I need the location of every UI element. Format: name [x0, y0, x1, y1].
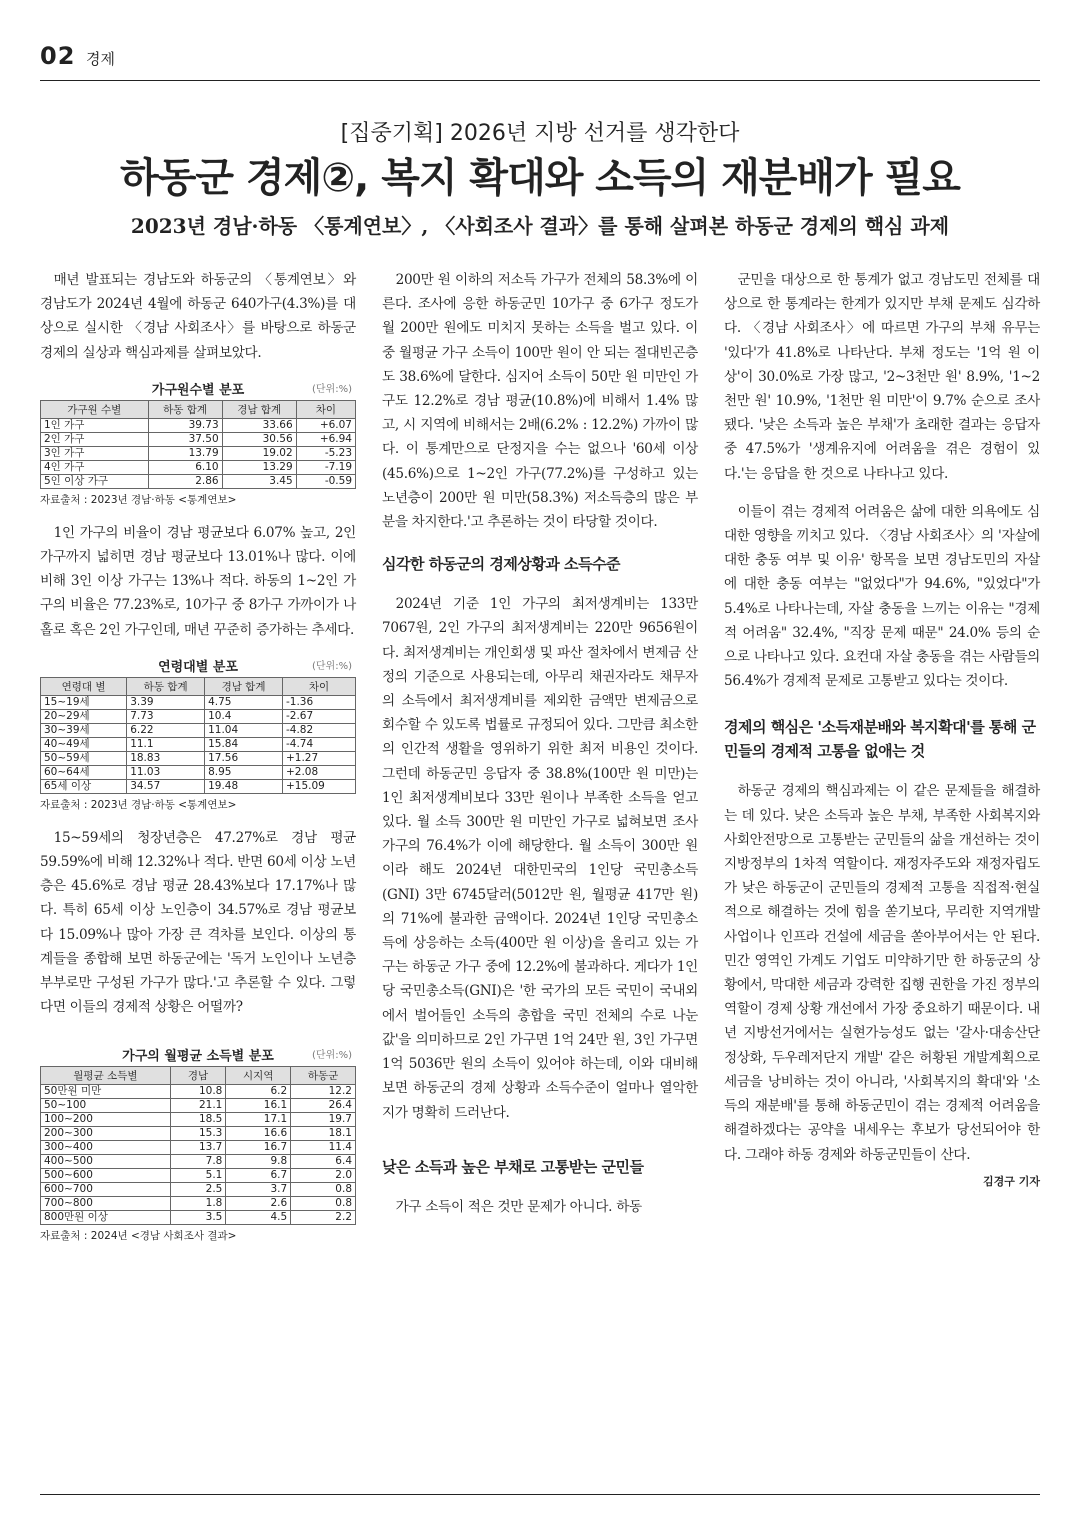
table-row [41, 1127, 356, 1141]
table-row [41, 709, 356, 723]
column-header: 가구원 수별 [41, 400, 149, 418]
table-cell: 4.5 [226, 1211, 291, 1225]
table-cell: 50~59세 [41, 751, 127, 765]
table-row [41, 1099, 356, 1113]
table-unit: (단위:%) [312, 660, 352, 672]
table-cell: 17.1 [226, 1113, 291, 1127]
table-cell: 800만원 이상 [41, 1211, 171, 1225]
age-table [40, 656, 356, 812]
table-cell: 3.7 [226, 1183, 291, 1197]
table-cell: 11.1 [127, 737, 205, 751]
subheading: 심각한 하동군의 경제상황과 소득수준 [382, 555, 621, 574]
table-row [41, 446, 356, 460]
table-cell: 50만원 미만 [41, 1085, 171, 1099]
table-cell: 2.86 [148, 474, 222, 488]
table-cell: -2.67 [282, 709, 355, 723]
table-cell: 20~29세 [41, 709, 127, 723]
household-table [40, 379, 356, 507]
table-cell: 34.57 [127, 779, 205, 793]
table-cell: 5인 이상 가구 [41, 474, 149, 488]
table-cell: 6.10 [148, 460, 222, 474]
table-cell: 30~39세 [41, 723, 127, 737]
article-paragraph: 가구 소득이 적은 것만 문제가 아니다. 하동 [395, 1198, 642, 1215]
article-paragraph: 매년 발표되는 경남도와 하동군의 〈통계연보〉와 경남도가 2024년 4월에 하동군 640가구(4.3%)를 대상으로 실시한 〈경남 사회조사〉를 바탕으로 하동군 경제의 실상과 핵심과제를 살펴보았다. [40, 272, 356, 361]
article-paragraph: 2024년 기준 1인 가구의 최저생계비는 133만 7067원, 2인 가구의 최저생계비는 220만 9656원이다. 최저생계비는 개인회생 및 파산 절차에서 변제금 산정의 기준으로 사용되는데, 아무리 채권자라도 채무자의 소득에서 최저생계비를 제외한 금액만 변제금으로 회수할 수 있도록 법률로 규정되어 있다. 그만큼 최소한의 인간적 생활을 영위하기 위한 최저 비용인 것이다. 그런데 하동군민 응답자 중 38.8%(100만 원 미만)는 1인 최저생계비보다 33만 원이나 부족한 소득을 얻고 있다. 월 소득 300만 원 미만인 가구로 넓혀보면 조사가구의 76.4%가 이에 해당한다. 월 소득이 300만 원이라 해도 2024년 대한민국의 1인당 국민총소득(GNI) 3만 6745달러(5012만 원, 월평균 417만 원)의 71%에 불과한 금액이다. 2024년 1인당 국민총소득에 상응하는 소득(400만 원 이상)을 올리고 있는 가구는 하동군 가구 중에 12.2%에 불과하다. 게다가 1인당 국민총소득(GNI)은 '한 국가의 모든 국민이 국내외에서 벌어들인 소득의 총합을 국민 전체의 수로 나눈 값'을 의미하므로 2인 가구면 1억 24만 원, 3인 가구면 1억 5036만 원의 소득이 있어야 하는데, 이와 대비해 보면 하동군의 경제 상황과 소득수준이 얼마나 열악한지가 명확히 드러난다. [382, 596, 698, 1121]
table-unit: (단위:%) [312, 383, 352, 395]
table-cell: 0.8 [291, 1183, 356, 1197]
table-cell: +6.07 [296, 418, 355, 432]
table-cell: 300~400 [41, 1141, 171, 1155]
table-cell: 100~200 [41, 1113, 171, 1127]
table-cell: 10.8 [170, 1085, 226, 1099]
table-cell: 19.7 [291, 1113, 356, 1127]
table-cell: 16.1 [226, 1099, 291, 1113]
column-3 [724, 268, 1040, 1189]
table-cell: -7.19 [296, 460, 355, 474]
table-title: 가구의 월평균 소득별 분포 (단위:%) [40, 1045, 356, 1064]
bottom-rule [40, 1494, 1040, 1495]
table-cell: 12.2 [291, 1085, 356, 1099]
table-cell: 17.56 [205, 751, 283, 765]
table-unit: (단위:%) [312, 1050, 352, 1062]
table-row [41, 751, 356, 765]
table-cell: 3.5 [170, 1211, 226, 1225]
column-2 [382, 268, 698, 1219]
table-cell: 5.1 [170, 1169, 226, 1183]
article-paragraph: 이들이 겪는 경제적 어려움은 삶에 대한 의욕에도 심대한 영향을 끼치고 있다. 〈경남 사회조사〉의 '자살에 대한 충동 여부 및 이유' 항목을 보면 경남도민의 자살에 대한 충동 여부는 "없었다"가 94.6%, "있었다"가 5.4%로 나타나는데, 자살 충동을 느끼는 이유는 "경제적 어려움" 32.4%, "직장 문제 때문" 24.0% 등의 순으로 나타나고 있다. 요컨대 자살 충동을 겪는 사람들의 56.4%가 경제적 문제로 고통받고 있다는 것이다. [724, 503, 1040, 690]
table-cell: 18.83 [127, 751, 205, 765]
table-cell: 13.79 [148, 446, 222, 460]
table-row [41, 1183, 356, 1197]
table-cell: 19.48 [205, 779, 283, 793]
table-row [41, 1169, 356, 1183]
column-header: 하동 합계 [148, 400, 222, 418]
column-header: 경남 [170, 1067, 226, 1085]
table-cell: 700~800 [41, 1197, 171, 1211]
table-row [41, 737, 356, 751]
table-cell: 16.7 [226, 1141, 291, 1155]
table-cell: 65세 이상 [41, 779, 127, 793]
column-header: 차이 [296, 400, 355, 418]
byline: 김경구 기자 [983, 1174, 1040, 1188]
table-row [41, 723, 356, 737]
article-paragraph: 1인 가구의 비율이 경남 평균보다 6.07% 높고, 2인 가구까지 넓히면 경남 평균보다 13.01%나 많다. 이에 비해 3인 이상 가구는 13%나 적다. 하동의 1~2인 가구의 비율은 77.23%로, 10가구 중 8가구 가까이가 나홀로 혹은 2인 가구인데, 매년 꾸준히 증가하는 추세다. [40, 524, 356, 638]
income-table [40, 1045, 356, 1243]
column-header: 하동 합계 [127, 677, 205, 695]
table-cell: 50~100 [41, 1099, 171, 1113]
table-cell: +2.08 [282, 765, 355, 779]
table-cell: 11.03 [127, 765, 205, 779]
table-row [41, 1211, 356, 1225]
table-title: 연령대별 분포 (단위:%) [40, 656, 356, 675]
table-cell: -4.74 [282, 737, 355, 751]
series-kicker: [집중기획] 2026년 지방 선거를 생각한다 [340, 121, 740, 146]
table-cell: -4.82 [282, 723, 355, 737]
table-cell: 11.4 [291, 1141, 356, 1155]
section-label: 경제 [86, 50, 115, 68]
table-cell: 8.95 [205, 765, 283, 779]
table-cell: 500~600 [41, 1169, 171, 1183]
table-cell: 2.2 [291, 1211, 356, 1225]
subheadline: 2023년 경남·하동 〈통계연보〉, 〈사회조사 결과〉를 통해 살펴본 하동군 경제의 핵심 과제 [130, 214, 950, 238]
table-source: 자료출처 : 2024년 <경남 사회조사 결과> [40, 1230, 237, 1243]
table-row [41, 779, 356, 793]
table-cell: 200~300 [41, 1127, 171, 1141]
table-cell: 0.8 [291, 1197, 356, 1211]
table-cell: 18.5 [170, 1113, 226, 1127]
table-cell: 7.8 [170, 1155, 226, 1169]
table-cell: 15.3 [170, 1127, 226, 1141]
table-title: 가구원수별 분포 (단위:%) [40, 379, 356, 398]
article-paragraph: 하동군 경제의 핵심과제는 이 같은 문제들을 해결하는 데 있다. 낮은 소득과 높은 부채, 부족한 사회복지와 사회안전망으로 고통받는 군민들의 삶을 개선하는 것이 지방정부의 1차적 역할이다. 재정자주도와 재정자립도가 낮은 하동군이 군민들의 경제적 고통을 직접적·현실적으로 해결하는 것에 힘을 쏟기보다, 무리한 지역개발사업이나 인프라 건설에 세금을 쏟아부어서는 안 된다. 민간 영역인 가계도 기업도 미약하기만 한 하동군의 상황에서, 막대한 세금과 강력한 집행 권한을 가진 정부의 역할이 경제 상황 개선에서 가장 중요하기 때문이다. 내년 지방선거에서는 실현가능성도 없는 '갈사·대송산단 정상화, 두우레저단지 개발' 같은 허황된 개발계획으로 세금을 낭비하는 것이 아니라, '사회복지의 확대'와 '소득의 재분배'를 통해 하동군민이 겪는 경제적 어려움을 해결하겠다는 공약을 내세우는 후보가 당선되어야 한다. 그래야 하동 경제와 하동군민들이 산다. [724, 783, 1040, 1163]
table-cell: 2.0 [291, 1169, 356, 1183]
table-cell: 4.75 [205, 695, 283, 709]
table-cell: 16.6 [226, 1127, 291, 1141]
table-row [41, 1155, 356, 1169]
table-cell: 6.22 [127, 723, 205, 737]
column-header: 경남 합계 [222, 400, 296, 418]
column-header: 차이 [282, 677, 355, 695]
table-cell: 2인 가구 [41, 432, 149, 446]
table-cell: 6.7 [226, 1169, 291, 1183]
table-cell: 26.4 [291, 1099, 356, 1113]
table-cell: 2.5 [170, 1183, 226, 1197]
subheading: 낮은 소득과 높은 부채로 고통받는 군민들 [382, 1157, 644, 1176]
table-row [41, 1197, 356, 1211]
table-row [41, 418, 356, 432]
table-row [41, 1141, 356, 1155]
table-cell: 33.66 [222, 418, 296, 432]
table-cell: 7.73 [127, 709, 205, 723]
table-cell: +6.94 [296, 432, 355, 446]
table-row [41, 474, 356, 488]
table-row [41, 460, 356, 474]
table-row [41, 1085, 356, 1099]
column-1 [40, 268, 356, 1253]
table-cell: 13.29 [222, 460, 296, 474]
table-cell: 18.1 [291, 1127, 356, 1141]
table-cell: 6.2 [226, 1085, 291, 1099]
table-cell: 1.8 [170, 1197, 226, 1211]
column-header: 시지역 [226, 1067, 291, 1085]
table-cell: 15~19세 [41, 695, 127, 709]
table-cell: 600~700 [41, 1183, 171, 1197]
headline: 하동군 경제②, 복지 확대와 소득의 재분배가 필요 [120, 155, 960, 201]
table-cell: 1인 가구 [41, 418, 149, 432]
table-row [41, 695, 356, 709]
table-cell: -5.23 [296, 446, 355, 460]
table-cell: 3인 가구 [41, 446, 149, 460]
table-cell: 19.02 [222, 446, 296, 460]
column-header: 연령대 별 [41, 677, 127, 695]
table-cell: 39.73 [148, 418, 222, 432]
table-cell: -1.36 [282, 695, 355, 709]
table-row [41, 1113, 356, 1127]
table-cell: 3.45 [222, 474, 296, 488]
table-cell: +1.27 [282, 751, 355, 765]
article-paragraph: 200만 원 이하의 저소득 가구가 전체의 58.3%에 이른다. 조사에 응한 하동군민 10가구 중 6가구 정도가 월 200만 원에도 미치지 못하는 소득을 벌고 있다. 이 중 월평균 가구 소득이 100만 원이 안 되는 절대빈곤층도 38.6%에 달한다. 심지어 소득이 50만 원 미만인 가구도 12.2%로 경남 평균(10.8%)에 비해서 1.4% 많고, 시 지역에 비해서는 2배(6.2% : 12.2%) 가까이 많다. 이 통계만으로 단정지을 수는 없으나 '60세 이상(45.6%)으로 1~2인 가구(77.2%)를 구성하고 있는 노년층이 200만 원 미만(58.3%) 저소득층의 많은 부분을 차지한다.'고 추론하는 것이 타당할 것이다. [382, 272, 698, 531]
table-cell: 11.04 [205, 723, 283, 737]
article-paragraph: 15~59세의 청장년층은 47.27%로 경남 평균 59.59%에 비해 12.32%나 적다. 반면 60세 이상 노년층은 45.6%로 경남 평균 28.43%보다 17.17%나 많다. 특히 65세 이상 노인층이 34.57%로 경남 평균보다 15.09%나 많아 가장 큰 격차를 보인다. 이상의 통계들을 종합해 보면 하동군에는 '독거 노인이나 노년층 부부로만 구성된 가구가 많다.'고 추론할 수 있다. 그렇다면 이들의 경제적 상황은 어떨까? [40, 829, 356, 1016]
subheading: 경제의 핵심은 '소득재분배와 복지확대'를 통해 군민들의 경제적 고통을 없애는 것 [724, 718, 1036, 761]
page-header [40, 40, 1040, 81]
table-cell: 40~49세 [41, 737, 127, 751]
table-cell: 21.1 [170, 1099, 226, 1113]
column-header: 월평균 소득별 [41, 1067, 171, 1085]
table-cell: -0.59 [296, 474, 355, 488]
table-cell: 400~500 [41, 1155, 171, 1169]
table-row [41, 432, 356, 446]
table-cell: 6.4 [291, 1155, 356, 1169]
page-number: 02 [40, 42, 76, 70]
table-source: 자료출처 : 2023년 경남·하동 <통계연보> [40, 493, 237, 506]
table-cell: 9.8 [226, 1155, 291, 1169]
table-cell: 13.7 [170, 1141, 226, 1155]
table-cell: 37.50 [148, 432, 222, 446]
table-cell: 4인 가구 [41, 460, 149, 474]
table-cell: +15.09 [282, 779, 355, 793]
table-cell: 3.39 [127, 695, 205, 709]
table-source: 자료출처 : 2023년 경남·하동 <통계연보> [40, 798, 237, 811]
table-cell: 2.6 [226, 1197, 291, 1211]
table-cell: 30.56 [222, 432, 296, 446]
table-cell: 60~64세 [41, 765, 127, 779]
table-cell: 15.84 [205, 737, 283, 751]
column-header: 경남 합계 [205, 677, 283, 695]
table-row [41, 765, 356, 779]
article-paragraph: 군민을 대상으로 한 통계가 없고 경남도민 전체를 대상으로 한 통계라는 한계가 있지만 부채 문제도 심각하다. 〈경남 사회조사〉에 따르면 가구의 부채 유무는 '있다'가 41.8%로 나타난다. 부채 정도는 '1억 원 이상'이 30.0%로 가장 많고, '2~3천만 원' 8.9%, '1~2천만 원' 10.9%, '1천만 원 미만'이 9.7% 순으로 조사됐다. '낮은 소득과 높은 부채'가 초래한 결과는 응답자 중 47.5%가 '생계유지에 어려움을 겪은 경험이 있다.'는 응답을 한 것으로 나타나고 있다. [724, 272, 1040, 482]
table-cell: 10.4 [205, 709, 283, 723]
column-header: 하동군 [291, 1067, 356, 1085]
